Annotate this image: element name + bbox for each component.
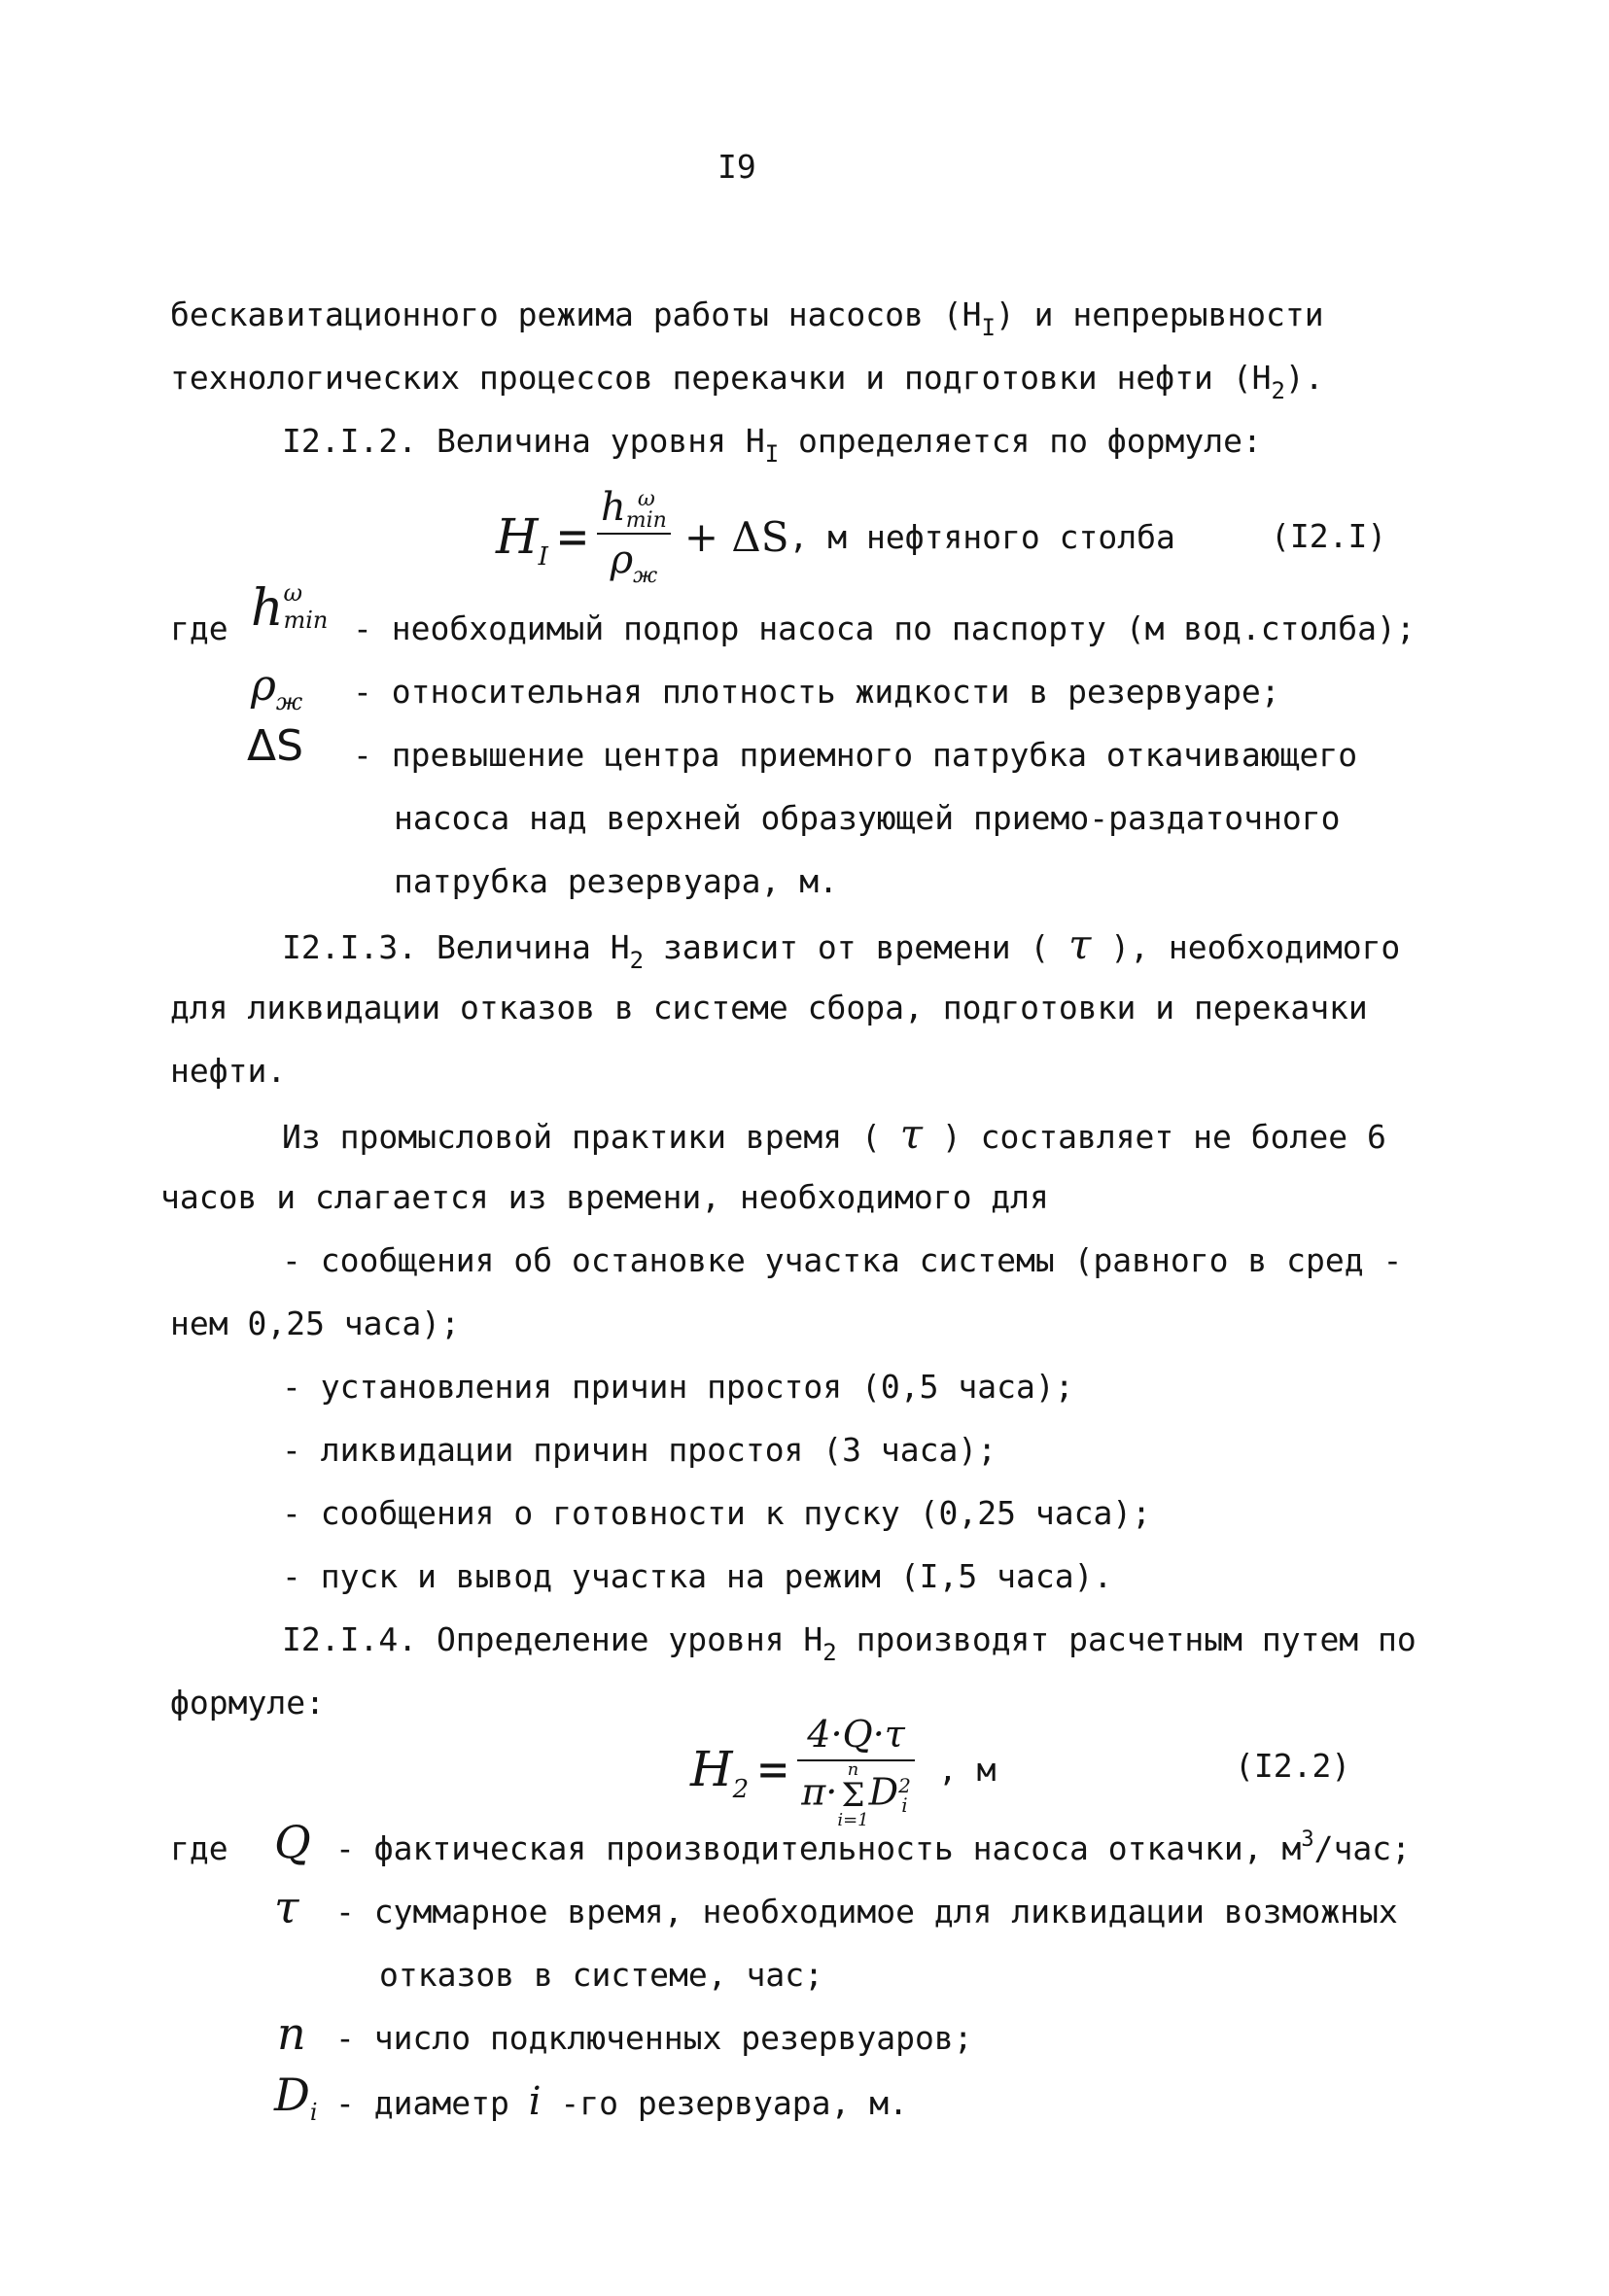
symbol-n: n — [277, 2007, 306, 2060]
section-heading-12-1-3: I2.I.3. Величина $H_2$ зависит от времени ( τ ), необходимого — [282, 921, 1401, 974]
paragraph-line: часов и слагается из времени, необходимого для — [160, 1178, 1049, 1216]
definition-text: - превышение центра приемного патрубка откачивающего — [353, 736, 1358, 774]
page-number: I9 — [717, 148, 756, 186]
definition-text: - диаметр i -го резервуара, м. — [335, 2079, 908, 2124]
formula-12-2 — [690, 1701, 996, 1837]
formula-plus-delta-s: + ΔS — [683, 512, 789, 561]
definition-where: где — [170, 1829, 228, 1867]
list-item: - установления причин простоя (0,5 часа); — [282, 1368, 1074, 1406]
list-item: - сообщения об остановке участка системы (равного в сред - — [282, 1241, 1403, 1279]
definition-text: - суммарное время, необходимое для ликвидации возможных — [335, 1893, 1398, 1931]
symbol-q: Q — [274, 1816, 311, 1868]
formula-number: (I2.2) — [1235, 1747, 1351, 1785]
symbol-tau: τ — [274, 1881, 299, 1933]
formula-lhs: $H_2$ — [690, 1741, 750, 1804]
section-heading-12-1-2: I2.I.2. Величина уровня $H_I$ определяется по формуле: — [282, 422, 1262, 468]
paragraph-line: для ликвидации отказов в системе сбора, подготовки и перекачки — [170, 989, 1368, 1026]
list-item: - ликвидации причин простоя (3 часа); — [282, 1431, 997, 1469]
formula-number: (I2.I) — [1271, 517, 1387, 555]
paragraph-line: бескавитационного режима работы насосов $(H_I)$ и непрерывности — [170, 296, 1324, 341]
paragraph-line: Из промысловой практики время ( τ ) составляет не более 6 — [282, 1110, 1386, 1158]
definition-where: где — [170, 609, 228, 647]
list-item: - пуск и вывод участка на режим (I,5 часа). — [282, 1557, 1113, 1595]
formula-units: , м нефтяного столба — [788, 517, 1175, 556]
section-heading-12-1-4: I2.I.4. Определение уровня $H_2$ производят расчетным путем по — [282, 1620, 1417, 1666]
symbol-rho: $\rho_ж$ — [251, 661, 303, 715]
formula-eq: = — [557, 508, 587, 565]
formula-fraction: 4·Q·τ π· n Σ i=1 D 2 i — [797, 1709, 915, 1829]
paragraph-line: нефти. — [170, 1052, 287, 1090]
formula-12-1 — [496, 478, 1175, 595]
definition-text: патрубка резервуара, м. — [394, 862, 838, 900]
formula-lhs: $H_I$ — [496, 508, 548, 572]
symbol-delta-s: ΔS — [247, 721, 304, 771]
formula-eq: = — [758, 1741, 788, 1797]
formula-fraction: h ω min $\rho_ж$ — [597, 482, 671, 592]
symbol-h-min: h ω min — [251, 579, 329, 638]
list-item: нем 0,25 часа); — [170, 1305, 461, 1342]
definition-text: - необходимый подпор насоса по паспорту (м вод.столба); — [353, 609, 1416, 647]
paragraph-line: формуле: — [170, 1684, 325, 1722]
definition-text: насоса над верхней образующей приемо-раздаточного — [394, 799, 1341, 837]
definition-text: - фактическая производительность насоса откачки, $м^3$/час; — [335, 1827, 1411, 1867]
definition-text: отказов в системе, час; — [379, 1956, 823, 1994]
definition-text: - число подключенных резервуаров; — [335, 2019, 973, 2057]
paragraph-line: технологических процессов перекачки и подготовки нефти $(H_2)$. — [170, 359, 1324, 404]
formula-units: , м — [937, 1750, 997, 1789]
list-item: - сообщения о готовности к пуску (0,25 часа); — [282, 1494, 1152, 1532]
symbol-d-i: $D_i$ — [274, 2069, 318, 2126]
definition-text: - относительная плотность жидкости в резервуаре; — [353, 673, 1280, 711]
